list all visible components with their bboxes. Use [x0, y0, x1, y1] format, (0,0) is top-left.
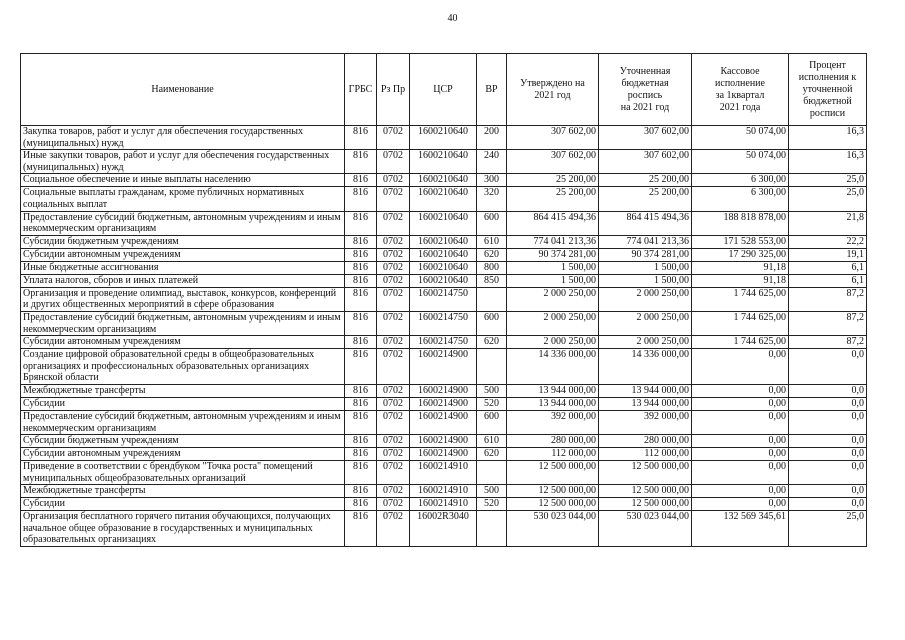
cell-cash: 0,00 — [692, 397, 789, 410]
table-row — [21, 485, 867, 498]
cell-name: Организация бесплатного горячего питания обучающихся, получающих начальное общее образование в государственных и муниципальных образовательных организациях — [21, 511, 345, 547]
cell-vr — [477, 511, 507, 547]
cell-percent: 0,0 — [789, 349, 867, 385]
cell-grbs: 816 — [345, 485, 377, 498]
cell-csr: 1600210640 — [410, 211, 477, 235]
cell-grbs: 816 — [345, 150, 377, 174]
cell-cash: 1 744 625,00 — [692, 336, 789, 349]
table-row — [21, 461, 867, 485]
cell-vr: 300 — [477, 174, 507, 187]
cell-approved: 530 023 044,00 — [507, 511, 599, 547]
cell-csr: 1600210640 — [410, 126, 477, 150]
cell-refined: 392 000,00 — [599, 410, 692, 434]
cell-percent: 87,2 — [789, 311, 867, 335]
table-row — [21, 174, 867, 187]
cell-refined: 25 200,00 — [599, 174, 692, 187]
cell-name: Субсидии — [21, 397, 345, 410]
cell-grbs: 816 — [345, 349, 377, 385]
cell-refined: 280 000,00 — [599, 435, 692, 448]
cell-csr: 1600210640 — [410, 174, 477, 187]
cell-rzpr: 0702 — [377, 274, 410, 287]
cell-refined: 13 944 000,00 — [599, 397, 692, 410]
cell-name: Предоставление субсидий бюджетным, автономным учреждениям и иным некоммерческим организациям — [21, 410, 345, 434]
cell-vr: 600 — [477, 211, 507, 235]
cell-approved: 1 500,00 — [507, 274, 599, 287]
table-row — [21, 274, 867, 287]
cell-percent: 87,2 — [789, 336, 867, 349]
cell-name: Межбюджетные трансферты — [21, 384, 345, 397]
cell-percent: 25,0 — [789, 511, 867, 547]
cell-rzpr: 0702 — [377, 287, 410, 311]
cell-approved: 864 415 494,36 — [507, 211, 599, 235]
cell-approved: 12 500 000,00 — [507, 485, 599, 498]
cell-rzpr: 0702 — [377, 261, 410, 274]
cell-csr: 1600214910 — [410, 485, 477, 498]
cell-rzpr: 0702 — [377, 211, 410, 235]
header-percent: Процент исполнения к уточненной бюджетной росписи — [789, 54, 867, 126]
cell-percent: 0,0 — [789, 461, 867, 485]
cell-approved: 2 000 250,00 — [507, 336, 599, 349]
cell-csr: 1600214900 — [410, 397, 477, 410]
cell-percent: 25,0 — [789, 187, 867, 211]
cell-refined: 90 374 281,00 — [599, 248, 692, 261]
cell-rzpr: 0702 — [377, 410, 410, 434]
cell-csr: 16002R3040 — [410, 511, 477, 547]
cell-grbs: 816 — [345, 126, 377, 150]
cell-refined: 307 602,00 — [599, 126, 692, 150]
cell-rzpr: 0702 — [377, 336, 410, 349]
cell-vr: 200 — [477, 126, 507, 150]
header-refined: Уточненная бюджетная роспись на 2021 год — [599, 54, 692, 126]
cell-grbs: 816 — [345, 187, 377, 211]
cell-percent: 0,0 — [789, 498, 867, 511]
cell-cash: 50 074,00 — [692, 150, 789, 174]
cell-name: Иные закупки товаров, работ и услуг для обеспечения государственных (муниципальных) нужд — [21, 150, 345, 174]
cell-csr: 1600214910 — [410, 461, 477, 485]
cell-grbs: 816 — [345, 397, 377, 410]
cell-approved: 2 000 250,00 — [507, 287, 599, 311]
cell-percent: 0,0 — [789, 435, 867, 448]
cell-rzpr: 0702 — [377, 311, 410, 335]
table-row — [21, 511, 867, 547]
cell-refined: 864 415 494,36 — [599, 211, 692, 235]
cell-approved: 12 500 000,00 — [507, 461, 599, 485]
cell-cash: 132 569 345,61 — [692, 511, 789, 547]
table-row — [21, 498, 867, 511]
cell-approved: 2 000 250,00 — [507, 311, 599, 335]
cell-csr: 1600214900 — [410, 384, 477, 397]
table-row — [21, 336, 867, 349]
cell-refined: 2 000 250,00 — [599, 287, 692, 311]
cell-grbs: 816 — [345, 287, 377, 311]
cell-cash: 0,00 — [692, 461, 789, 485]
table-row — [21, 261, 867, 274]
cell-name: Иные бюджетные ассигнования — [21, 261, 345, 274]
cell-vr: 610 — [477, 435, 507, 448]
cell-approved: 1 500,00 — [507, 261, 599, 274]
cell-cash: 0,00 — [692, 485, 789, 498]
cell-csr: 1600210640 — [410, 248, 477, 261]
cell-vr: 520 — [477, 498, 507, 511]
cell-grbs: 816 — [345, 435, 377, 448]
cell-name: Субсидии автономным учреждениям — [21, 448, 345, 461]
cell-csr: 1600210640 — [410, 150, 477, 174]
cell-approved: 12 500 000,00 — [507, 498, 599, 511]
cell-rzpr: 0702 — [377, 126, 410, 150]
header-rzpr: Рз Пр — [377, 54, 410, 126]
cell-name: Субсидии — [21, 498, 345, 511]
cell-name: Предоставление субсидий бюджетным, автономным учреждениям и иным некоммерческим организациям — [21, 211, 345, 235]
cell-grbs: 816 — [345, 461, 377, 485]
cell-vr: 800 — [477, 261, 507, 274]
cell-percent: 87,2 — [789, 287, 867, 311]
cell-percent: 19,1 — [789, 248, 867, 261]
cell-rzpr: 0702 — [377, 498, 410, 511]
cell-rzpr: 0702 — [377, 461, 410, 485]
cell-approved: 13 944 000,00 — [507, 397, 599, 410]
table-row — [21, 397, 867, 410]
cell-percent: 16,3 — [789, 126, 867, 150]
cell-refined: 1 500,00 — [599, 261, 692, 274]
cell-vr: 620 — [477, 336, 507, 349]
cell-approved: 14 336 000,00 — [507, 349, 599, 385]
cell-grbs: 816 — [345, 410, 377, 434]
cell-name: Социальное обеспечение и иные выплаты населению — [21, 174, 345, 187]
cell-refined: 530 023 044,00 — [599, 511, 692, 547]
cell-name: Закупка товаров, работ и услуг для обеспечения государственных (муниципальных) нужд — [21, 126, 345, 150]
cell-grbs: 816 — [345, 174, 377, 187]
cell-rzpr: 0702 — [377, 511, 410, 547]
cell-csr: 1600210640 — [410, 235, 477, 248]
cell-cash: 0,00 — [692, 498, 789, 511]
table-row — [21, 235, 867, 248]
cell-vr: 520 — [477, 397, 507, 410]
cell-grbs: 816 — [345, 511, 377, 547]
header-grbs: ГРБС — [345, 54, 377, 126]
page-number: 40 — [447, 13, 458, 24]
cell-percent: 6,1 — [789, 274, 867, 287]
cell-name: Субсидии бюджетным учреждениям — [21, 235, 345, 248]
cell-refined: 12 500 000,00 — [599, 485, 692, 498]
cell-name: Организация и проведение олимпиад, выставок, конкурсов, конференций и других общественных мероприятий в сфере образования — [21, 287, 345, 311]
cell-cash: 0,00 — [692, 435, 789, 448]
cell-vr: 320 — [477, 187, 507, 211]
cell-percent: 16,3 — [789, 150, 867, 174]
cell-percent: 0,0 — [789, 384, 867, 397]
cell-cash: 188 818 878,00 — [692, 211, 789, 235]
cell-csr: 1600214900 — [410, 448, 477, 461]
cell-name: Субсидии автономным учреждениям — [21, 336, 345, 349]
cell-rzpr: 0702 — [377, 435, 410, 448]
cell-vr: 620 — [477, 448, 507, 461]
cell-refined: 774 041 213,36 — [599, 235, 692, 248]
cell-rzpr: 0702 — [377, 187, 410, 211]
header-name: Наименование — [21, 54, 345, 126]
cell-percent: 22,2 — [789, 235, 867, 248]
cell-cash: 50 074,00 — [692, 126, 789, 150]
cell-name: Субсидии автономным учреждениям — [21, 248, 345, 261]
cell-percent: 21,8 — [789, 211, 867, 235]
cell-vr: 620 — [477, 248, 507, 261]
cell-percent: 0,0 — [789, 410, 867, 434]
cell-csr: 1600210640 — [410, 261, 477, 274]
table-row — [21, 349, 867, 385]
cell-approved: 112 000,00 — [507, 448, 599, 461]
cell-vr: 850 — [477, 274, 507, 287]
cell-vr: 240 — [477, 150, 507, 174]
cell-rzpr: 0702 — [377, 397, 410, 410]
cell-rzpr: 0702 — [377, 174, 410, 187]
cell-approved: 307 602,00 — [507, 126, 599, 150]
header-csr: ЦСР — [410, 54, 477, 126]
table-row — [21, 384, 867, 397]
table-row — [21, 150, 867, 174]
cell-grbs: 816 — [345, 311, 377, 335]
cell-vr: 610 — [477, 235, 507, 248]
cell-refined: 12 500 000,00 — [599, 461, 692, 485]
cell-csr: 1600214750 — [410, 287, 477, 311]
cell-approved: 90 374 281,00 — [507, 248, 599, 261]
header-vr: ВР — [477, 54, 507, 126]
cell-name: Предоставление субсидий бюджетным, автономным учреждениям и иным некоммерческим организациям — [21, 311, 345, 335]
cell-grbs: 816 — [345, 498, 377, 511]
cell-name: Межбюджетные трансферты — [21, 485, 345, 498]
cell-cash: 6 300,00 — [692, 174, 789, 187]
cell-percent: 0,0 — [789, 448, 867, 461]
table-row — [21, 435, 867, 448]
cell-name: Социальные выплаты гражданам, кроме публичных нормативных социальных выплат — [21, 187, 345, 211]
cell-refined: 2 000 250,00 — [599, 311, 692, 335]
cell-rzpr: 0702 — [377, 150, 410, 174]
cell-refined: 2 000 250,00 — [599, 336, 692, 349]
cell-percent: 25,0 — [789, 174, 867, 187]
cell-cash: 0,00 — [692, 448, 789, 461]
table-header-row — [21, 54, 867, 126]
table-row — [21, 287, 867, 311]
cell-refined: 307 602,00 — [599, 150, 692, 174]
table-row — [21, 248, 867, 261]
cell-cash: 91,18 — [692, 274, 789, 287]
cell-refined: 12 500 000,00 — [599, 498, 692, 511]
cell-rzpr: 0702 — [377, 349, 410, 385]
cell-csr: 1600214900 — [410, 435, 477, 448]
cell-cash: 0,00 — [692, 410, 789, 434]
cell-refined: 25 200,00 — [599, 187, 692, 211]
cell-refined: 1 500,00 — [599, 274, 692, 287]
cell-approved: 392 000,00 — [507, 410, 599, 434]
cell-refined: 14 336 000,00 — [599, 349, 692, 385]
cell-approved: 774 041 213,36 — [507, 235, 599, 248]
cell-csr: 1600210640 — [410, 187, 477, 211]
cell-percent: 6,1 — [789, 261, 867, 274]
cell-percent: 0,0 — [789, 485, 867, 498]
cell-grbs: 816 — [345, 248, 377, 261]
cell-csr: 1600214750 — [410, 311, 477, 335]
cell-cash: 0,00 — [692, 349, 789, 385]
cell-approved: 13 944 000,00 — [507, 384, 599, 397]
cell-vr: 600 — [477, 311, 507, 335]
cell-cash: 6 300,00 — [692, 187, 789, 211]
table-row — [21, 187, 867, 211]
header-cash: Кассовое исполнение за 1квартал 2021 года — [692, 54, 789, 126]
cell-csr: 1600214900 — [410, 349, 477, 385]
cell-grbs: 816 — [345, 261, 377, 274]
cell-vr — [477, 287, 507, 311]
cell-vr: 600 — [477, 410, 507, 434]
cell-csr: 1600210640 — [410, 274, 477, 287]
cell-cash: 17 290 325,00 — [692, 248, 789, 261]
cell-approved: 307 602,00 — [507, 150, 599, 174]
cell-rzpr: 0702 — [377, 384, 410, 397]
cell-rzpr: 0702 — [377, 448, 410, 461]
cell-vr: 500 — [477, 384, 507, 397]
cell-percent: 0,0 — [789, 397, 867, 410]
cell-approved: 25 200,00 — [507, 187, 599, 211]
budget-table — [20, 53, 867, 547]
cell-refined: 13 944 000,00 — [599, 384, 692, 397]
cell-grbs: 816 — [345, 336, 377, 349]
cell-grbs: 816 — [345, 211, 377, 235]
cell-rzpr: 0702 — [377, 235, 410, 248]
cell-name: Субсидии бюджетным учреждениям — [21, 435, 345, 448]
cell-cash: 171 528 553,00 — [692, 235, 789, 248]
cell-approved: 25 200,00 — [507, 174, 599, 187]
cell-name: Создание цифровой образовательной среды в общеобразовательных организациях и профессиональных образовательных организациях Брянской области — [21, 349, 345, 385]
table-row — [21, 126, 867, 150]
cell-cash: 91,18 — [692, 261, 789, 274]
cell-approved: 280 000,00 — [507, 435, 599, 448]
cell-cash: 0,00 — [692, 384, 789, 397]
cell-vr — [477, 461, 507, 485]
cell-cash: 1 744 625,00 — [692, 287, 789, 311]
header-approved: Утверждено на 2021 год — [507, 54, 599, 126]
cell-csr: 1600214750 — [410, 336, 477, 349]
cell-rzpr: 0702 — [377, 485, 410, 498]
table-row — [21, 311, 867, 335]
cell-cash: 1 744 625,00 — [692, 311, 789, 335]
cell-name: Уплата налогов, сборов и иных платежей — [21, 274, 345, 287]
cell-csr: 1600214910 — [410, 498, 477, 511]
table-row — [21, 410, 867, 434]
cell-grbs: 816 — [345, 235, 377, 248]
cell-grbs: 816 — [345, 448, 377, 461]
cell-rzpr: 0702 — [377, 248, 410, 261]
cell-name: Приведение в соответствии с брендбуком "Точка роста" помещений муниципальных общеобразовательных организаций — [21, 461, 345, 485]
cell-vr: 500 — [477, 485, 507, 498]
cell-vr — [477, 349, 507, 385]
table-row — [21, 211, 867, 235]
cell-refined: 112 000,00 — [599, 448, 692, 461]
cell-csr: 1600214900 — [410, 410, 477, 434]
cell-grbs: 816 — [345, 384, 377, 397]
cell-grbs: 816 — [345, 274, 377, 287]
table-row — [21, 448, 867, 461]
